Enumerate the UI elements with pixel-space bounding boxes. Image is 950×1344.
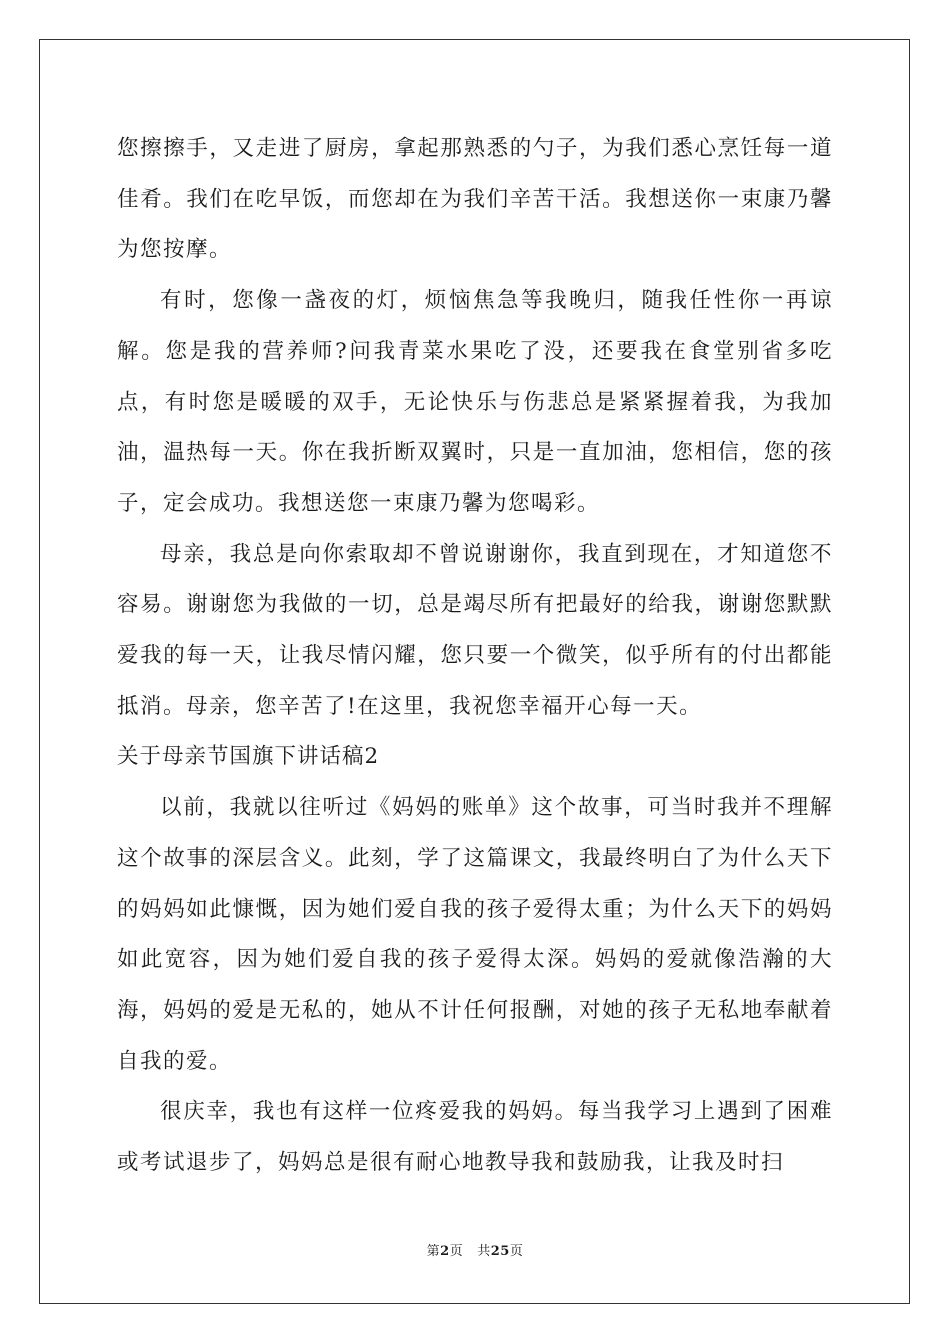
page-total: 25 xyxy=(490,1244,510,1259)
page-footer xyxy=(0,1240,950,1259)
page-current: 2 xyxy=(440,1244,450,1259)
total-suffix: 页 xyxy=(509,1244,524,1259)
paragraph-1: 您擦擦手，又走进了厨房，拿起那熟悉的勺子，为我们悉心烹饪每一道佳肴。我们在吃早饭，而您却在为我们辛苦干活。我想送你一束康乃馨为您按摩。 xyxy=(117,136,833,263)
paragraph-5: 很庆幸，我也有这样一位疼爱我的妈妈。每当我学习上遇到了困难或考试退步了，妈妈总是很有耐心地教导我和鼓励我，让我及时扫 xyxy=(117,1099,833,1176)
section-title: 关于母亲节国旗下讲话稿2 xyxy=(117,744,380,770)
page-prefix: 第 xyxy=(426,1244,441,1259)
paragraph-4: 以前，我就以往听过《妈妈的账单》这个故事，可当时我并不理解这个故事的深层含义。此刻，学了这篇课文，我最终明白了为什么天下的妈妈如此慷慨，因为她们爱自我的孩子爱得太重；为什么天下的妈妈如此宽容，因为她们爱自我的孩子爱得太深。妈妈的爱就像浩瀚的大海，妈妈的爱是无私的，她从不计任何报酬，对她的孩子无私地奉献着自我的爱。 xyxy=(117,795,833,1074)
paragraph-3: 母亲，我总是向你索取却不曾说谢谢你，我直到现在，才知道您不容易。谢谢您为我做的一切，总是竭尽所有把最好的给我，谢谢您默默爱我的每一天，让我尽情闪耀，您只要一个微笑，似乎所有的付出都能抵消。母亲，您辛苦了!在这里，我祝您幸福开心每一天。 xyxy=(117,541,833,719)
page-suffix: 页 xyxy=(449,1244,464,1259)
document-body xyxy=(117,124,833,1189)
total-prefix: 共 xyxy=(477,1244,491,1259)
paragraph-2: 有时，您像一盏夜的灯，烦恼焦急等我晚归，随我任性你一再谅解。您是我的营养师?问我青菜水果吃了没，还要我在食堂别省多吃点，有时您是暖暖的双手，无论快乐与伤悲总是紧紧握着我，为我加油，温热每一天。你在我折断双翼时，只是一直加油，您相信，您的孩子，定会成功。我想送您一束康乃馨为您喝彩。 xyxy=(117,288,833,516)
